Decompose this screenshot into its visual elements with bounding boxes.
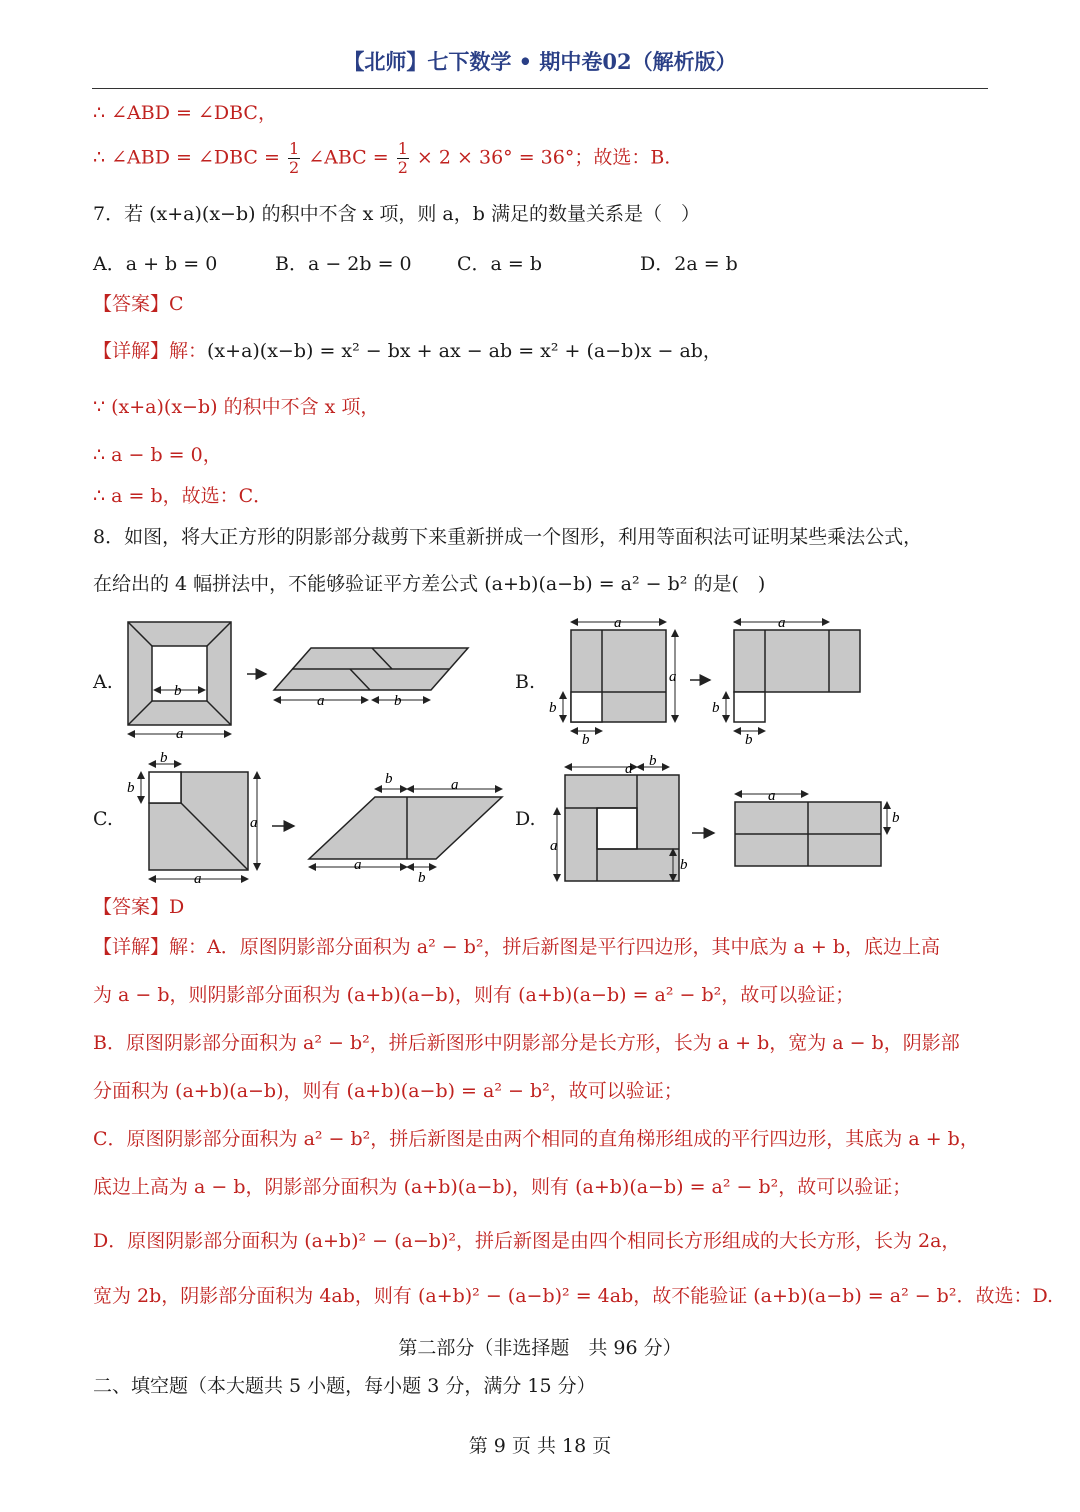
q8-detail-line8: 宽为 2b，阴影部分面积为 4ab，则有 (a+b)² − (a−b)² = 4ab，故不能验证 (a+b)(a−b) = a² − b²．故选：D.	[93, 1285, 1054, 1307]
fig-c-result-label-b-top: b	[385, 771, 393, 787]
q8-detail-line1	[93, 936, 940, 959]
part-two-heading: 第二部分（非选择题 共 96 分）	[398, 1337, 682, 1359]
q8-detail-label: 【详解】解：	[93, 936, 208, 958]
q8-detail-line2: 为 a − b，则阴影部分面积为 (a+b)(a−b)，则有 (a+b)(a−b) = a² − b²，故可以验证；	[93, 984, 855, 1006]
figure-b-original	[563, 622, 675, 731]
q7-option-d: D．2a = b	[640, 253, 738, 275]
fig-d-label-a-side: a	[550, 838, 558, 854]
fraction-half-2: $\frac{1}{2}$	[397, 139, 408, 177]
fig-d-result-label-b: b	[892, 810, 900, 826]
figure-d-result	[735, 794, 887, 866]
fig-c-result-label-a-top: a	[451, 777, 459, 793]
page-header-title: 【北师】七下数学 • 期中卷02（解析版）	[343, 49, 737, 74]
figure-c-result	[309, 789, 502, 867]
q8-detail-line3: B．原图阴影部分面积为 a² − b²，拼后新图形中阴影部分是长方形，长为 a + b，宽为 a − b，阴影部	[93, 1032, 960, 1054]
fig-c-label-a-bottom: a	[194, 871, 202, 887]
figure-a-original	[128, 622, 231, 734]
fig-d-label-a-top: a	[625, 761, 633, 777]
fig-a-label-b: b	[174, 683, 182, 699]
figure-label-c: C.	[93, 808, 113, 830]
fig-c-label-b-side: b	[127, 780, 135, 796]
figure-label-b: B.	[515, 671, 536, 693]
figure-b-result	[726, 622, 860, 731]
angle-calc-part3: × 2 × 36° = 36°；	[410, 146, 594, 169]
question-8-line1: 8．如图，将大正方形的阴影部分裁剪下来重新拼成一个图形，利用等面积法可证明某些乘法公式，	[93, 526, 923, 548]
q8-detail-a1: A．原图阴影部分面积为 a² − b²，拼后新图是平行四边形，其中底为 a + b，底边上高	[207, 936, 941, 958]
fig-a-result-label-a: a	[317, 693, 325, 709]
q8-detail-line7: D．原图阴影部分面积为 (a+b)² − (a−b)²，拼后新图是由四个相同长方形组成的大长方形，长为 2a，	[93, 1230, 961, 1252]
q7-option-a: A．a + b = 0	[93, 253, 218, 275]
fig-d-label-b-side: b	[680, 857, 688, 873]
fig-b-result-label-a: a	[778, 615, 786, 631]
q8-answer: 【答案】D	[93, 896, 185, 918]
fig-d-result-label-a: a	[768, 788, 776, 804]
question-7: 7．若 (x+a)(x−b) 的积中不含 x 项，则 a，b 满足的数量关系是（ ）	[93, 203, 700, 225]
fig-b-result-label-b-side: b	[712, 700, 720, 716]
fig-b-label-a-top: a	[614, 615, 622, 631]
fig-c-result-label-a-bottom: a	[354, 857, 362, 873]
line-abd-eq-dbc: ∴ ∠ABD = ∠DBC，	[93, 102, 277, 124]
fig-a-label-a: a	[176, 726, 184, 742]
q8-detail-line5: C．原图阴影部分面积为 a² − b²，拼后新图是由两个相同的直角梯形组成的平行四边形，其底为 a + b，	[93, 1128, 979, 1150]
section-two-heading: 二、填空题（本大题共 5 小题，每小题 3 分，满分 15 分）	[93, 1375, 596, 1397]
q7-detail-expansion: (x+a)(x−b) = x² − bx + ax − ab = x² + (a−b)x − ab，	[207, 340, 722, 362]
question-8-line2: 在给出的 4 幅拼法中，不能够验证平方差公式 (a+b)(a−b) = a² − b² 的是( )	[93, 573, 766, 595]
fig-b-label-a-side: a	[669, 669, 677, 685]
q7-detail-line4: ∴ a = b，故选：C．	[93, 485, 273, 507]
fig-b-label-b-bottom: b	[582, 732, 590, 748]
figure-label-d: D.	[515, 808, 536, 830]
figure-d-original	[557, 767, 679, 881]
figure-c-original	[141, 764, 257, 879]
q7-answer: 【答案】C	[93, 293, 184, 315]
fig-c-label-a-side: a	[250, 815, 258, 831]
q7-option-b: B．a − 2b = 0	[275, 253, 412, 275]
fig-a-result-label-b: b	[394, 693, 402, 709]
q7-option-c: C．a = b	[457, 253, 543, 275]
angle-calc-part1: ∴ ∠ABD = ∠DBC =	[93, 146, 286, 169]
fig-d-label-b-top: b	[649, 753, 657, 769]
page-footer: 第 9 页 共 18 页	[468, 1435, 612, 1457]
q7-detail-line2: ∵ (x+a)(x−b) 的积中不含 x 项，	[93, 396, 380, 418]
fig-c-result-label-b-bottom: b	[418, 870, 426, 886]
fig-b-label-b-side: b	[549, 700, 557, 716]
angle-calc-choice: 故选：B.	[593, 146, 671, 169]
q8-detail-line6: 底边上高为 a − b，阴影部分面积为 (a+b)(a−b)，则有 (a+b)(a−b) = a² − b²，故可以验证；	[93, 1176, 912, 1198]
angle-calc-part2: ∠ABC =	[302, 146, 395, 169]
figure-label-a: A.	[93, 671, 113, 693]
fraction-half-1: $\frac{1}{2}$	[288, 139, 300, 177]
figure-a-result	[274, 648, 468, 700]
q8-detail-line4: 分面积为 (a+b)(a−b)，则有 (a+b)(a−b) = a² − b²，故可以验证；	[93, 1080, 683, 1102]
fig-c-label-b-top: b	[160, 750, 168, 766]
q7-detail-label: 【详解】解：	[93, 340, 208, 362]
q7-detail-line3: ∴ a − b = 0，	[93, 444, 222, 466]
fig-b-result-label-b-bottom: b	[745, 732, 753, 748]
